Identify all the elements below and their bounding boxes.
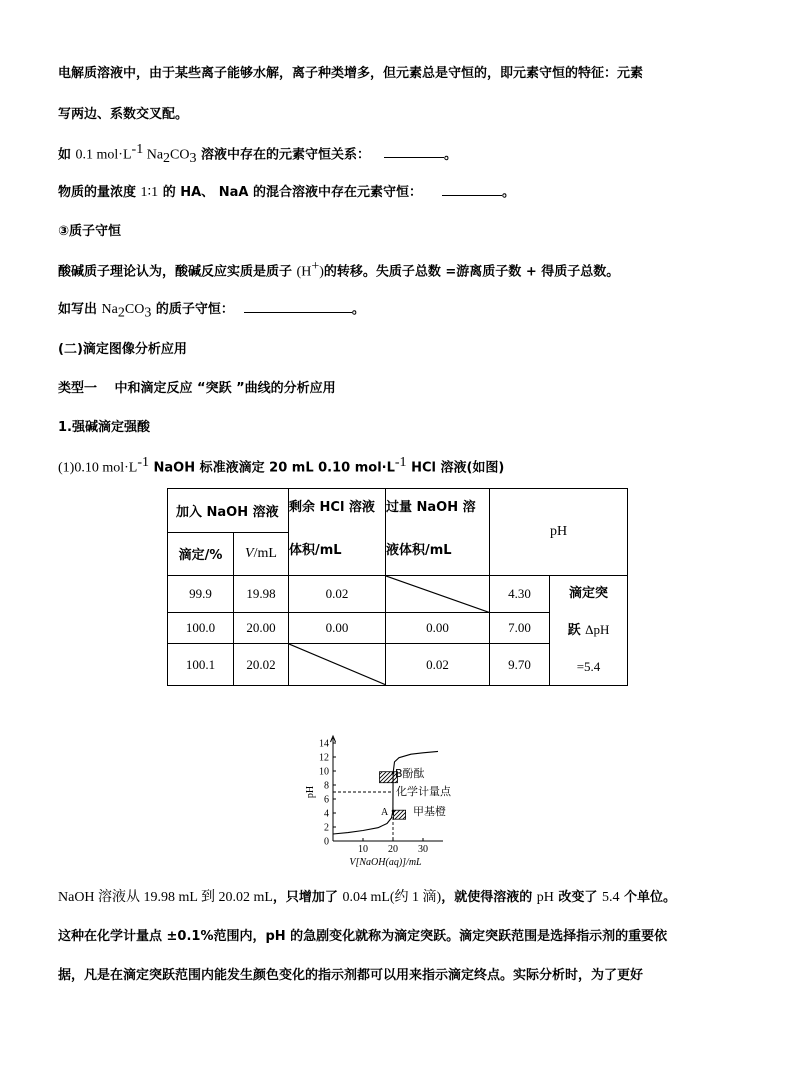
cell-excess: 0.00 xyxy=(386,613,490,644)
subsection-strong-base-strong-acid: 1.强碱滴定强酸 xyxy=(58,420,150,435)
cell-volume: 19.98 xyxy=(234,576,289,613)
section-title-titration: (二)滴定图像分析应用 xyxy=(58,342,187,357)
answer-blank xyxy=(384,145,444,158)
header-add-naoh: 加入 NaOH 溶液 xyxy=(168,489,289,533)
cell-remaining: 0.02 xyxy=(289,576,386,613)
header-volume: V/mL xyxy=(234,532,289,576)
y-tick-label: 2 xyxy=(324,822,329,834)
x-axis-label: V[NaOH(aq)]/mL xyxy=(349,857,422,868)
question-ha-naa-element-conservation: 物质的量浓度 1∶1 的 HA、 NaA 的混合溶液中存在元素守恒： 。 xyxy=(58,185,515,200)
cell-percent: 100.0 xyxy=(168,613,234,644)
x-tick-label: 20 xyxy=(388,844,398,855)
cell-ph: 4.30 xyxy=(490,576,550,613)
cell-remaining: 0.00 xyxy=(289,613,386,644)
cell-titration-jump: 滴定突 跃 ΔpH =5.4 xyxy=(550,576,628,686)
header-ph: pH xyxy=(490,489,628,576)
header-remaining-hcl: 剩余 HCl 溶液 体积/mL xyxy=(289,489,386,576)
answer-blank xyxy=(442,183,502,196)
question-na2co3-proton-conservation: 如写出 $Na_2CO_3$ 的质子守恒： 。 xyxy=(58,302,365,321)
cell-percent: 100.1 xyxy=(168,644,234,686)
y-tick-label: 8 xyxy=(324,780,329,792)
titration-table xyxy=(167,488,628,686)
y-tick-label: 0 xyxy=(324,836,329,848)
point-a xyxy=(392,810,395,813)
heading-proton-conservation: ③质子守恒 xyxy=(58,224,122,239)
paragraph-jump-explanation-1: NaOH 溶液从 19.98 mL 到 20.02 mL，只增加了 0.04 mL(约 1 滴)，就使得溶液的 pH 改变了 5.4 个单位。 xyxy=(58,890,676,905)
header-excess-naoh: 过量 NaOH 溶 液体积/mL xyxy=(386,489,490,576)
y-tick-label: 14 xyxy=(319,738,329,750)
label-methyl-orange: 甲基橙 xyxy=(413,804,446,818)
y-tick-label: 4 xyxy=(324,808,329,820)
x-tick-label: 30 xyxy=(418,844,428,855)
y-axis-label: pH xyxy=(305,785,316,799)
titration-curve-chart xyxy=(300,718,500,868)
point-b xyxy=(392,772,395,775)
paragraph-element-conservation-2: 写两边、系数交叉配。 xyxy=(58,107,189,122)
table-row xyxy=(168,576,628,613)
paragraph-jump-explanation-2: 这种在化学计量点 ±0.1%范围内，pH 的急剧变化就称为滴定突跃。滴定突跃范围是选择指示剂的重要依 xyxy=(58,929,668,944)
cell-ph: 9.70 xyxy=(490,644,550,686)
header-percent: 滴定/% xyxy=(168,532,234,576)
paragraph-jump-explanation-3: 据，凡是在滴定突跃范围内能发生颜色变化的指示剂都可以用来指示滴定终点。实际分析时，为了更好 xyxy=(58,968,644,983)
subsection-type-one: 类型一 中和滴定反应 “突跃 ”曲线的分析应用 xyxy=(58,381,336,396)
cell-ph: 7.00 xyxy=(490,613,550,644)
y-tick-label: 10 xyxy=(319,766,329,778)
label-a: A xyxy=(381,806,389,818)
y-tick-label: 6 xyxy=(324,794,329,806)
x-tick-label: 10 xyxy=(358,844,368,855)
y-tick-label: 12 xyxy=(319,752,329,764)
cell-volume: 20.00 xyxy=(234,613,289,644)
cell-volume: 20.02 xyxy=(234,644,289,686)
answer-blank xyxy=(244,300,352,313)
paragraph-element-conservation-1: 电解质溶液中，由于某些离子能够水解，离子种类增多，但元素总是守恒的，即元素守恒的特征：元素 xyxy=(58,66,644,81)
cell-empty-diagonal xyxy=(386,576,490,613)
question-na2co3-element-conservation: 如 0.1 $mol\cdot L^{-1}$ $Na_2CO_3$ 溶液中存在的元素守恒关系： 。 xyxy=(58,142,458,166)
cell-percent: 99.9 xyxy=(168,576,234,613)
paragraph-proton-theory: 酸碱质子理论认为，酸碱反应实质是质子 (H+)的转移。失质子总数 =游离质子数 + 得质子总数。 xyxy=(58,259,620,280)
cell-excess: 0.02 xyxy=(386,644,490,686)
label-equivalence-point: 化学计量点 xyxy=(396,785,451,798)
titration-description: (1)0.10 $mol\cdot L^{-1}$ NaOH 标准液滴定 20 mL 0.10 $mol\cdot L^{-1}$ HCl 溶液(如图) xyxy=(58,455,505,476)
cell-empty-diagonal xyxy=(289,644,386,686)
label-b-phenolphthalein: B酚酞 xyxy=(395,767,425,781)
methyl-orange-range xyxy=(394,810,406,819)
